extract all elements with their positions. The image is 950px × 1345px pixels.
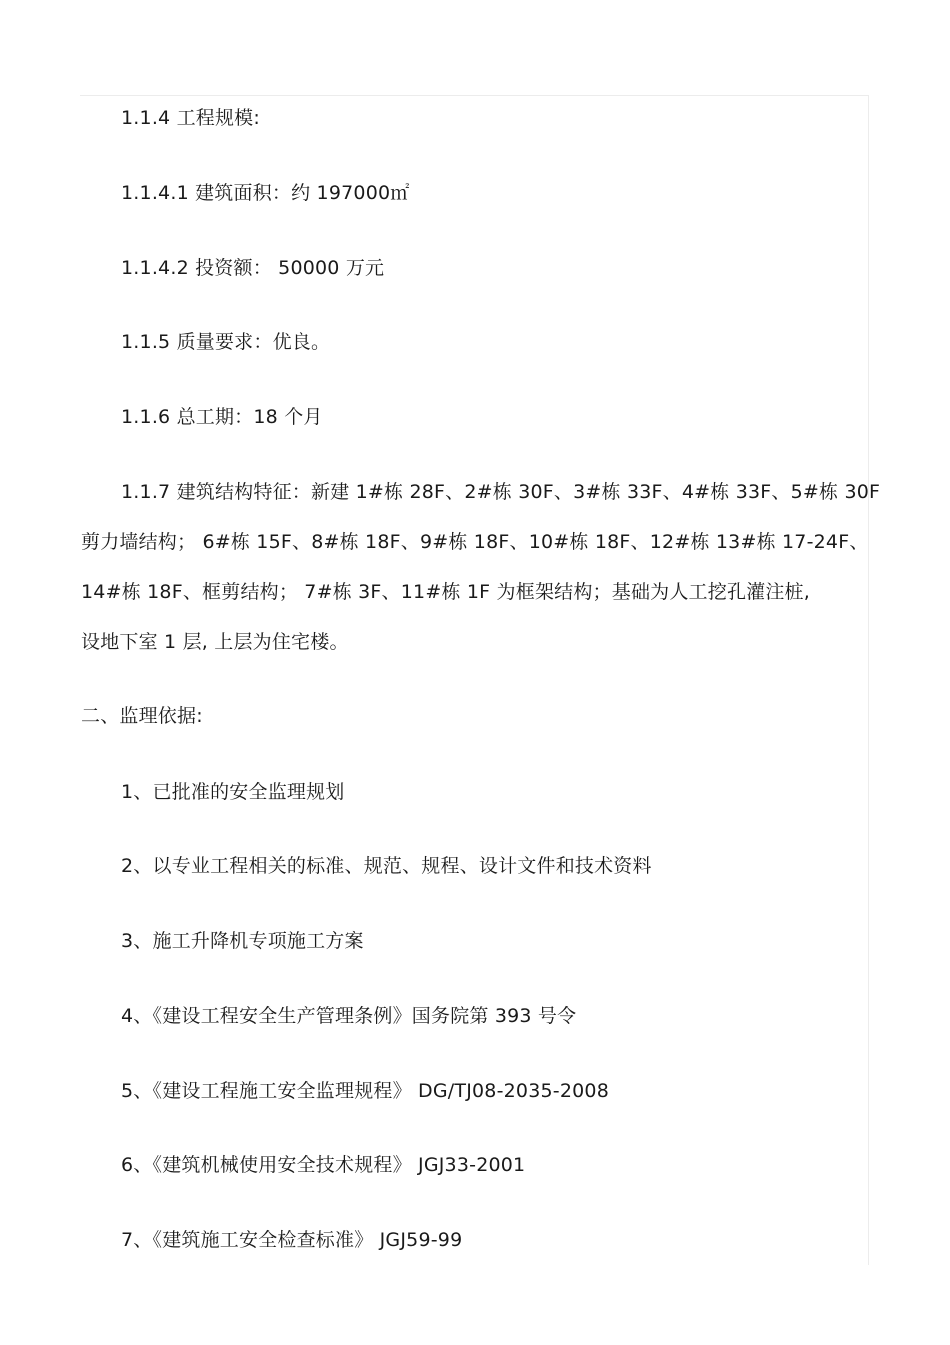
- basis-item-7: 7、《建筑施工安全检查标准》 JGJ59-99: [121, 1229, 463, 1251]
- basis-heading: 二、监理依据:: [81, 705, 203, 727]
- building-area-line: 1.1.4.1 建筑面积：约 197000㎡: [121, 182, 410, 204]
- basis-item-4: 4、《建设工程安全生产管理条例》国务院第 393 号令: [121, 1005, 577, 1027]
- investment-line: 1.1.4.2 投资额： 50000 万元: [121, 257, 385, 279]
- structure-line-4: 设地下室 1 层, 上层为住宅楼。: [81, 631, 349, 653]
- section-heading-scale: 1.1.4 工程规模:: [121, 107, 260, 129]
- structure-line-1: 1.1.7 建筑结构特征：新建 1#栋 28F、2#栋 30F、3#栋 33F、4#栋 33F、5#栋 30F: [121, 481, 881, 503]
- basis-item-6: 6、《建筑机械使用安全技术规程》 JGJ33-2001: [121, 1154, 526, 1176]
- structure-line-3: 14#栋 18F、框剪结构； 7#栋 3F、11#栋 1F 为框架结构；基础为人工挖孔灌注桩,: [81, 581, 810, 603]
- structure-line-2: 剪力墙结构； 6#栋 15F、8#栋 18F、9#栋 18F、10#栋 18F、12#栋 13#栋 17-24F、: [81, 531, 869, 553]
- duration-line: 1.1.6 总工期：18 个月: [121, 406, 323, 428]
- basis-item-1: 1、已批准的安全监理规划: [121, 781, 345, 803]
- basis-item-2: 2、以专业工程相关的标准、规范、规程、设计文件和技术资料: [121, 855, 652, 877]
- basis-item-5: 5、《建设工程施工安全监理规程》 DG/TJ08-2035-2008: [121, 1080, 609, 1102]
- basis-item-3: 3、施工升降机专项施工方案: [121, 930, 364, 952]
- quality-line: 1.1.5 质量要求：优良。: [121, 331, 331, 353]
